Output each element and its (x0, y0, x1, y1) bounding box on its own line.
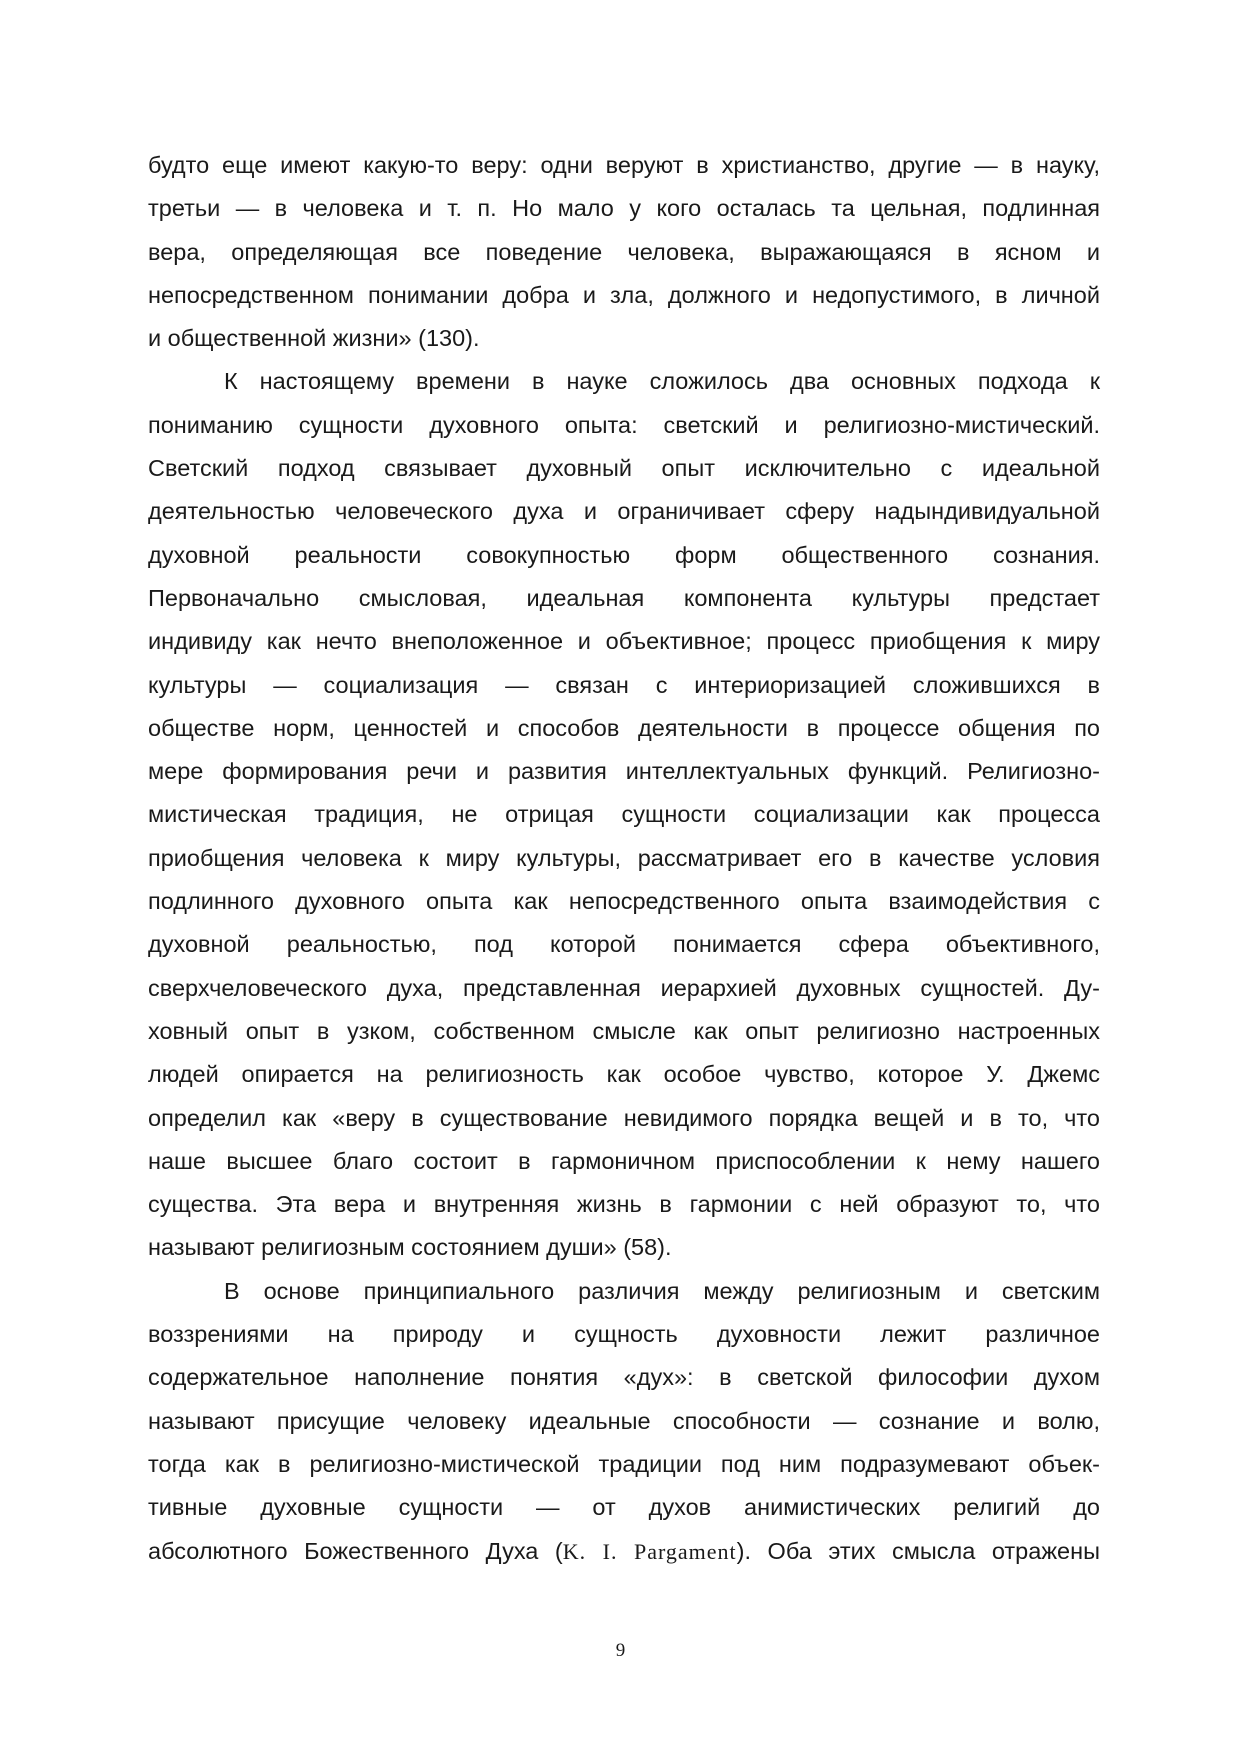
paragraph-first-line: К настоящему времени в науке сложилось два основных подхода к (224, 368, 1100, 395)
text-fragment: ). Оба этих смысла отражены (736, 1537, 1100, 1564)
text-line: Светский подход связывает духовный опыт исключительно с идеальной (148, 455, 1100, 482)
text-line-with-citation (148, 1530, 1100, 1573)
text-line: индивиду как нечто внеположенное и объективное; процесс приобщения к миру (148, 628, 1100, 655)
page-number: 9 (615, 1640, 626, 1661)
text-line: деятельностью человеческого духа и ограничивает сферу надындивидуальной (148, 498, 1100, 525)
text-line: называют религиозным состоянием души» (58). (148, 1234, 672, 1261)
text-line: ховный опыт в узком, собственном смысле как опыт религиозно настроенных (148, 1017, 1100, 1044)
text-line: обществе норм, ценностей и способов деятельности в процессе общения по (148, 714, 1100, 741)
text-line: Первоначально смысловая, идеальная компонента культуры предстает (148, 584, 1100, 611)
text-line: духовной реальности совокупностью форм общественного сознания. (148, 541, 1100, 568)
text-line: приобщения человека к миру культуры, рассматривает его в качестве условия (148, 844, 1100, 871)
text-line: и общественной жизни» (130). (148, 325, 480, 352)
text-line: содержательное наполнение понятия «дух»: в светской философии духом (148, 1364, 1100, 1391)
text-line: людей опирается на религиозность как особое чувство, которое У. Джемс (148, 1061, 1100, 1088)
text-line: сверхчеловеческого духа, представленная иерархией духовных сущностей. Ду- (148, 974, 1100, 1001)
text-line: подлинного духовного опыта как непосредственного опыта взаимодействия с (148, 888, 1100, 915)
page-body (148, 144, 1100, 1573)
text-line: пониманию сущности духовного опыта: светский и религиозно-мистический. (148, 411, 1100, 438)
text-line: называют присущие человеку идеальные способности — сознание и волю, (148, 1407, 1100, 1434)
text-line: существа. Эта вера и внутренняя жизнь в гармонии с ней образуют то, что (148, 1191, 1100, 1218)
text-line: воззрениями на природу и сущность духовности лежит различное (148, 1321, 1100, 1348)
text-line: третьи — в человека и т. п. Но мало у кого осталась та цельная, подлинная (148, 195, 1100, 222)
text-line: духовной реальностью, под которой понимается сфера объективного, (148, 931, 1100, 958)
text-line: непосредственном понимании добра и зла, должного и недопустимого, в личной (148, 281, 1100, 308)
citation-author: K. I. Pargament (562, 1538, 737, 1564)
text-line: тогда как в религиозно-мистической традиции под ним подразумевают объек- (148, 1450, 1100, 1477)
text-fragment: абсолютного Божественного Духа ( (148, 1537, 563, 1564)
text-line: вера, определяющая все поведение человека, выражающаяся в ясном и (148, 238, 1100, 265)
text-line: мере формирования речи и развития интеллектуальных функций. Религиозно- (148, 758, 1100, 785)
text-line: тивные духовные сущности — от духов анимистических религий до (148, 1494, 1100, 1521)
text-line: культуры — социализация — связан с интериоризацией сложившихся в (148, 671, 1100, 698)
text-line: наше высшее благо состоит в гармоничном приспособлении к нему нашего (148, 1147, 1100, 1174)
text-line: мистическая традиция, не отрицая сущности социализации как процесса (148, 801, 1100, 828)
paragraph-first-line: В основе принципиального различия между религиозным и светским (224, 1277, 1100, 1304)
text-line: определил как «веру в существование невидимого порядка вещей и в то, что (148, 1104, 1100, 1131)
text-line: будто еще имеют какую-то веру: одни веруют в христианство, другие — в науку, (148, 152, 1100, 178)
